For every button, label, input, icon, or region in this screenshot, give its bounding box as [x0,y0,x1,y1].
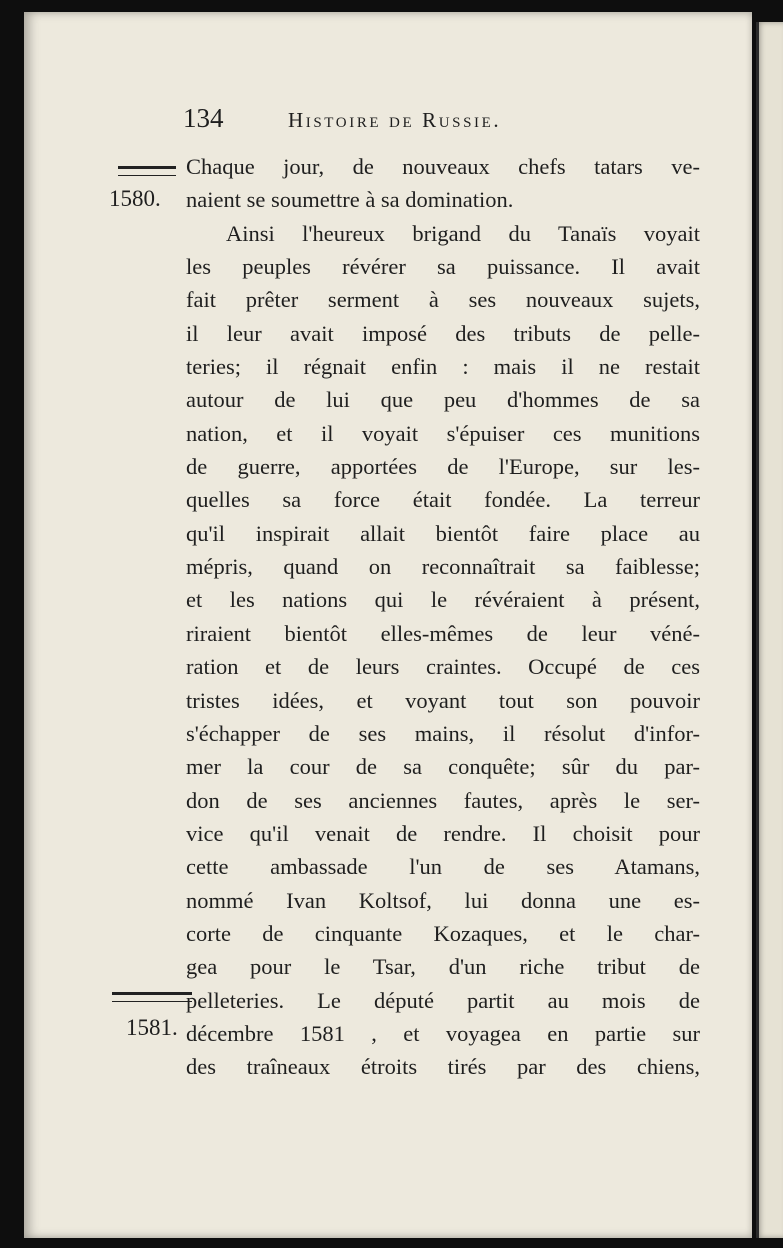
text-line: fait prêter serment à ses nouveaux sujets, [186,287,700,313]
page-header [0,103,783,137]
text-line: cette ambassade l'un de ses Atamans, [186,854,700,880]
body-text [186,150,700,1084]
text-line: ration et de leurs craintes. Occupé de ces [186,654,700,680]
next-page-edge [756,22,783,1238]
text-line: les peuples révérer sa puissance. Il avait [186,254,700,280]
text-line: quelles sa force était fondée. La terreur [186,487,700,513]
text-line: don de ses anciennes fautes, après le ser- [186,787,700,813]
page-number: 134 [183,103,224,133]
text-line: nommé Ivan Koltsof, lui donna une es- [186,887,700,913]
margin-rule-1580 [118,166,176,176]
text-line: vice qu'il venait de rendre. Il choisit pour [186,820,700,846]
text-line: des traîneaux étroits tirés par des chiens, [186,1054,700,1080]
text-line: il leur avait imposé des tributs de pelle- [186,320,700,346]
text-line: gea pour le Tsar, d'un riche tribut de [186,954,700,980]
text-line: et les nations qui le révéraient à présent, [186,587,700,613]
text-line: tristes idées, et voyant tout son pouvoir [186,687,700,713]
text-line: mépris, quand on reconnaîtrait sa faiblesse; [186,554,700,580]
page-gutter-shadow [756,22,759,1238]
text-line: corte de cinquante Kozaques, et le char- [186,920,700,946]
text-line: Chaque jour, de nouveaux chefs tatars ve- [186,154,700,179]
running-head: Histoire de Russie. [288,108,502,132]
text-line: de guerre, apportées de l'Europe, sur les- [186,454,700,480]
text-line: décembre 1581 , et voyagea en partie sur [186,1020,700,1046]
text-line: nation, et il voyait s'épuiser ces munitions [186,420,700,446]
text-line: pelleteries. Le député partit au mois de [186,987,700,1013]
margin-rule-1581 [112,992,192,1002]
margin-year-1581: 1581. [126,1015,178,1040]
margin-year-1580: 1580. [109,186,161,211]
text-line: s'échapper de ses mains, il résolut d'infor- [186,720,700,746]
text-line: riraient bientôt elles-mêmes de leur véné- [186,620,700,646]
text-line: Ainsi l'heureux brigand du Tanaïs voyait [226,220,700,246]
text-line: autour de lui que peu d'hommes de sa [186,387,700,413]
text-line: teries; il régnait enfin : mais il ne restait [186,354,700,380]
text-line: mer la cour de sa conquête; sûr du par- [186,754,700,780]
text-line: qu'il inspirait allait bientôt faire place au [186,520,700,546]
text-line: naient se soumettre à sa domination. [186,187,514,213]
